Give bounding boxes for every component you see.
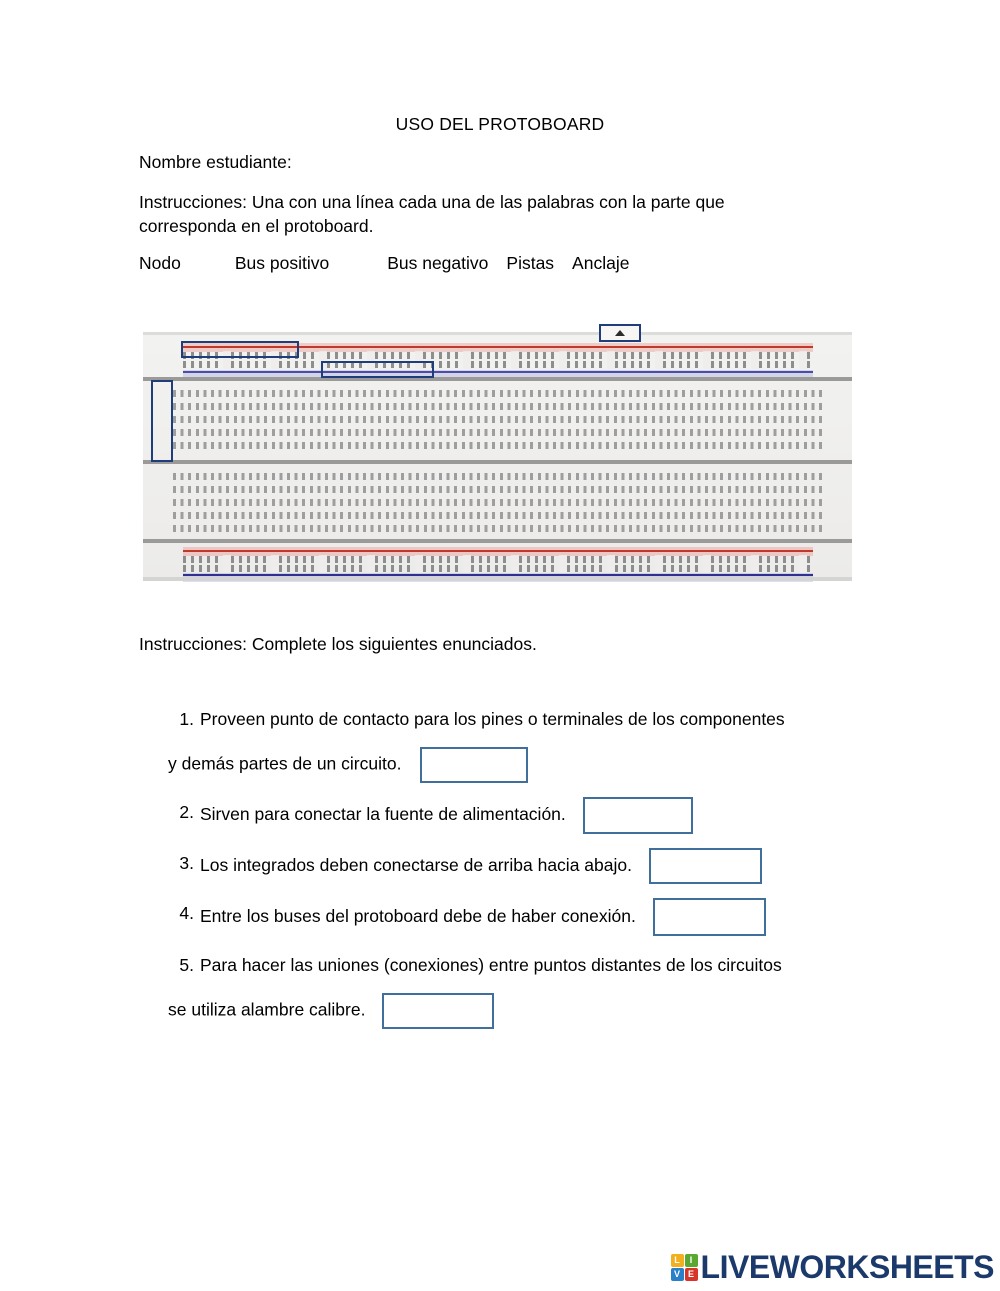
logo-tile-v: V [671, 1268, 684, 1281]
positive-rail-line [183, 550, 813, 552]
negative-rail-holes [183, 361, 813, 368]
question-text: Para hacer las uniones (conexiones) entre puntos distantes de los circuitos [200, 955, 782, 975]
vocabulary-word-bus-negativo[interactable]: Bus negativo [387, 253, 489, 273]
logo-wordmark: LIVEWORKSHEETS [700, 1249, 994, 1285]
terminal-hole-row [173, 499, 822, 506]
breadboard-diagram [143, 332, 852, 581]
question-item-4 [168, 898, 868, 936]
vocabulary-word-anclaje[interactable]: Anclaje [572, 253, 630, 273]
terminal-hole-row [173, 429, 822, 436]
question-number: 5. [179, 955, 194, 975]
matching-instructions: Instrucciones: Una con una línea cada una de las palabras con la parte que corresponda en el protoboard. [139, 192, 725, 236]
question-number: 2. [179, 802, 194, 822]
separator-top [143, 377, 852, 381]
annotation-nodo[interactable] [151, 380, 173, 462]
page-title: USO DEL PROTOBOARD [395, 114, 605, 134]
question-number: 4. [179, 903, 194, 923]
logo-tile-e: E [685, 1268, 698, 1281]
positive-rail-holes [183, 556, 813, 563]
student-name-label: Nombre estudiante: [139, 152, 292, 172]
bottom-power-rail [143, 543, 852, 579]
question-item-2 [168, 797, 868, 834]
question-item-3 [168, 848, 868, 884]
center-channel [143, 460, 852, 464]
question-text-line2: y demás partes de un circuito. [168, 753, 402, 774]
question-item-5 [168, 950, 868, 1029]
board-bottom-edge [143, 577, 852, 581]
terminal-strip-lower [143, 465, 852, 538]
question-text: Entre los buses del protoboard debe de haber conexión. [200, 905, 636, 926]
terminal-strip-upper [143, 382, 852, 459]
terminal-hole-row [173, 442, 822, 449]
question-list [168, 704, 868, 1043]
question-number: 3. [179, 853, 194, 873]
answer-input-4[interactable] [653, 898, 766, 936]
answer-input-3[interactable] [649, 848, 762, 884]
breadboard-body [143, 332, 852, 581]
question-text: Los integrados deben conectarse de arriba hacia abajo. [200, 854, 632, 875]
vocabulary-word-nodo[interactable]: Nodo [139, 253, 181, 273]
question-item-1 [168, 704, 868, 783]
negative-rail-holes [183, 565, 813, 572]
logo-tile-grid [671, 1254, 698, 1281]
terminal-hole-row [173, 486, 822, 493]
annotation-bus-positivo[interactable] [181, 341, 299, 358]
logo-tile-i: I [685, 1254, 698, 1267]
answer-input-1[interactable] [420, 747, 528, 783]
negative-rail-line [183, 574, 813, 576]
logo-tile-l: L [671, 1254, 684, 1267]
annotation-bus-negativo[interactable] [321, 361, 434, 378]
terminal-hole-row [173, 390, 822, 397]
question-text: Sirven para conectar la fuente de alimentación. [200, 804, 566, 825]
terminal-hole-row [173, 416, 822, 423]
handle-marker-icon [615, 330, 625, 336]
vocabulary-word-pistas[interactable]: Pistas [506, 253, 555, 273]
terminal-hole-row [173, 512, 822, 519]
answer-input-2[interactable] [583, 797, 693, 834]
liveworksheets-logo[interactable] [671, 1251, 994, 1283]
question-number: 1. [179, 709, 194, 729]
question-text-line2: se utiliza alambre calibre. [168, 999, 366, 1020]
question-text: Proveen punto de contacto para los pines o terminales de los componentes [200, 709, 785, 729]
terminal-hole-row [173, 403, 822, 410]
vocabulary-word-list [139, 253, 629, 274]
answer-input-5[interactable] [382, 993, 494, 1029]
board-top-edge [143, 332, 852, 335]
vocabulary-word-bus-positivo[interactable]: Bus positivo [234, 253, 330, 273]
terminal-hole-row [173, 473, 822, 480]
terminal-hole-row [173, 525, 822, 532]
complete-instructions: Instrucciones: Complete los siguientes enunciados. [139, 634, 537, 654]
annotation-anclaje-handle[interactable] [599, 324, 641, 342]
